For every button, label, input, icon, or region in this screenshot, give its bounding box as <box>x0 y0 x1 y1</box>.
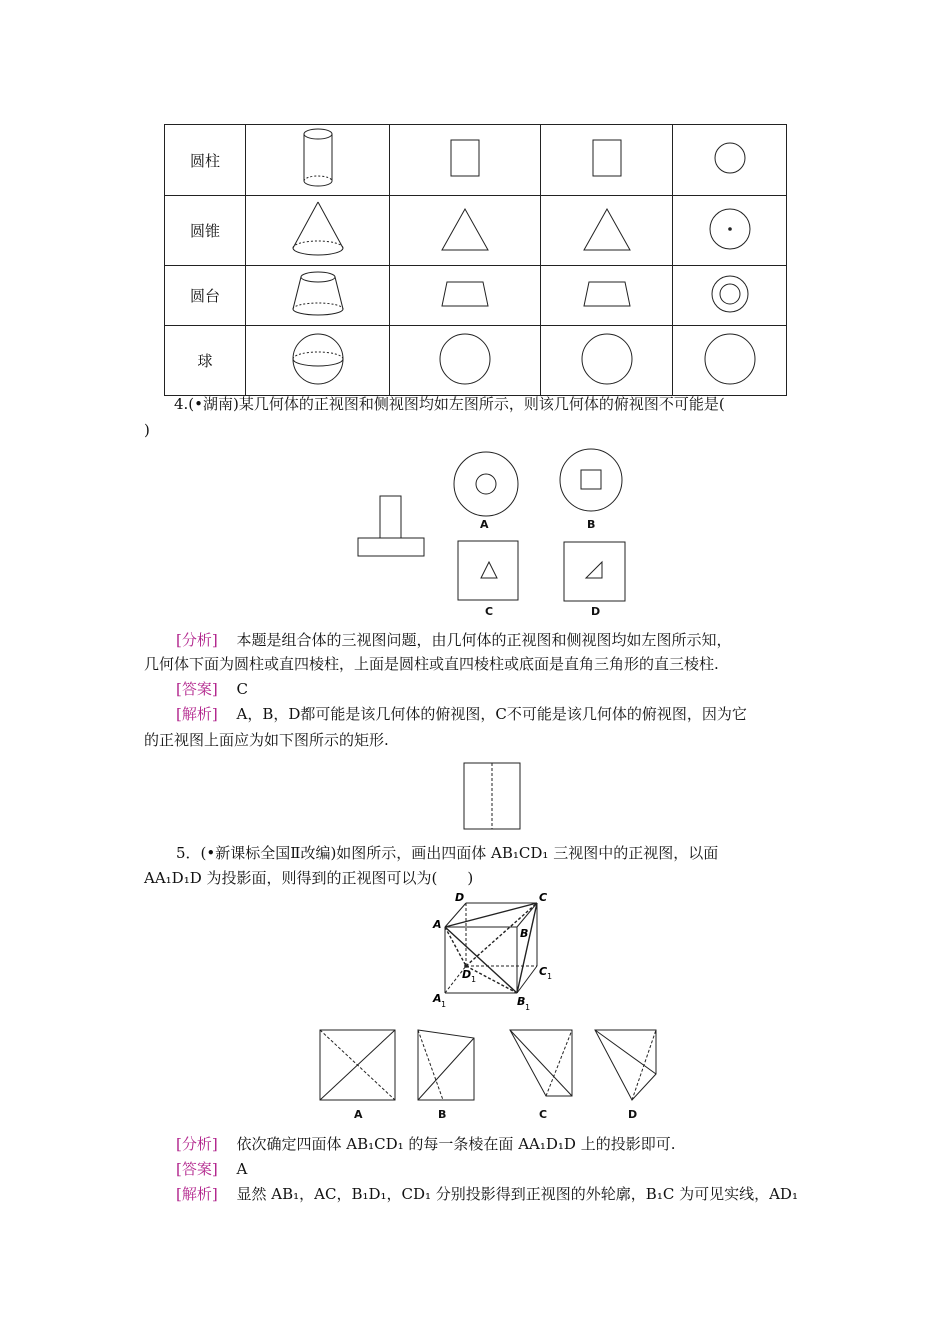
side-view-cell <box>541 266 673 326</box>
shape-name: 圆台 <box>189 287 220 305</box>
q5-option-c-figure <box>510 1030 572 1096</box>
q4-option-b-figure <box>560 449 622 511</box>
q5-option-b-label: B <box>438 1108 447 1121</box>
explain-tag: [解析] <box>176 705 218 723</box>
top-view-cell <box>673 266 787 326</box>
shape-name: 球 <box>197 352 213 370</box>
q5-explain-line <box>176 1183 798 1205</box>
shape-name-cell <box>165 125 246 196</box>
top-view-cell <box>673 125 787 196</box>
label-c1-sub: 1 <box>547 972 553 981</box>
q5-options-figure <box>310 1022 670 1104</box>
table-row <box>165 326 787 396</box>
circle-view <box>710 138 750 178</box>
q5-option-d-label: D <box>628 1108 638 1121</box>
q4-option-a-figure <box>454 452 518 516</box>
q5-answer-line <box>176 1158 247 1180</box>
q4-rectangle-figure <box>460 760 524 832</box>
shape-name: 圆锥 <box>189 222 220 240</box>
circle-view <box>700 329 760 389</box>
q4-option-a-label: A <box>480 518 489 531</box>
cylinder-figure <box>288 125 348 191</box>
analysis-text: 依次确定四面体 AB₁CD₁ 的每一条棱在面 AA₁D₁D 上的投影即可. <box>236 1135 676 1153</box>
rectangle-view <box>587 136 627 180</box>
table-row <box>165 196 787 266</box>
analysis-text: 本题是组合体的三视图问题，由几何体的正视图和侧视图均如左图所示知， <box>236 631 732 649</box>
q5-option-b-figure <box>418 1030 474 1100</box>
analysis-tag: [分析] <box>176 631 218 649</box>
q4-option-d-figure <box>564 542 625 601</box>
label-c1: C <box>539 965 548 978</box>
front-view-cell <box>390 125 541 196</box>
circle-view <box>435 329 495 389</box>
tetrahedron-edges <box>445 903 537 993</box>
triangle-view <box>577 204 637 254</box>
q4-option-b-label: B <box>587 518 596 531</box>
table-row <box>165 266 787 326</box>
q5-analysis-line <box>176 1133 675 1155</box>
label-c: C <box>539 891 548 904</box>
three-views-table <box>164 124 787 396</box>
q4-analysis-line-1 <box>176 629 732 651</box>
analysis-tag: [分析] <box>176 1135 218 1153</box>
q5-option-c-label: C <box>539 1108 548 1121</box>
explain-tag: [解析] <box>176 1185 218 1203</box>
q4-explain-line-2: 的正视图上面应为如下图所示的矩形. <box>144 731 389 749</box>
q4-figure <box>350 445 640 625</box>
cone-figure <box>283 198 353 260</box>
frustum-figure <box>283 267 353 321</box>
q5-cube-figure <box>420 890 570 1020</box>
answer-value: A <box>236 1160 248 1178</box>
q4-analysis-line-2: 几何体下面为圆柱或直四棱柱，上面是圆柱或直四棱柱或底面是直角三角形的直三棱柱. <box>144 655 719 673</box>
side-view-cell <box>541 196 673 266</box>
q5-line-1: 5．(•新课标全国Ⅱ改编)如图所示，画出四面体 AB₁CD₁ 三视图中的正视图，以面 <box>176 844 719 862</box>
shape-name: 圆柱 <box>189 151 220 170</box>
front-view-cell <box>390 196 541 266</box>
q4-option-d-label: D <box>591 605 601 618</box>
q5-option-d-figure <box>595 1030 656 1100</box>
shape-name-cell <box>165 326 246 396</box>
q4-option-c-figure <box>458 541 518 600</box>
side-view-cell <box>541 326 673 396</box>
circle-view <box>577 329 637 389</box>
front-view-cell <box>390 266 541 326</box>
cube-edges <box>445 903 537 993</box>
sphere-figure <box>288 329 348 389</box>
answer-value: C <box>236 680 248 698</box>
shape-name-cell <box>165 196 246 266</box>
q4-line-1: 4.(•湖南)某几何体的正视图和侧视图均如左图所示，则该几何体的俯视图不可能是( <box>174 395 725 413</box>
q4-answer-line <box>176 678 248 700</box>
q4-front-view <box>358 496 424 556</box>
side-view-cell <box>541 125 673 196</box>
circle-center-view <box>705 204 755 254</box>
label-a: A <box>433 918 442 931</box>
answer-tag: [答案] <box>176 680 218 698</box>
concentric-circles-view <box>708 272 752 316</box>
rectangle-view <box>445 136 485 180</box>
top-view-cell <box>673 326 787 396</box>
solid-cylinder-cell <box>246 125 390 196</box>
q5-option-a-figure <box>320 1030 395 1100</box>
q5-option-a-label: A <box>354 1108 363 1121</box>
label-d1: D <box>462 968 472 981</box>
label-a1: A <box>433 992 442 1005</box>
top-view-cell <box>673 196 787 266</box>
label-b1-sub: 1 <box>525 1003 531 1012</box>
triangle-view <box>435 204 495 254</box>
q4-option-c-label: C <box>485 605 494 618</box>
trapezoid-view <box>577 276 637 312</box>
shape-name-cell <box>165 266 246 326</box>
label-b: B <box>520 927 529 940</box>
answer-tag: [答案] <box>176 1160 218 1178</box>
trapezoid-view <box>435 276 495 312</box>
table-row <box>165 125 787 196</box>
label-b1: B <box>517 995 526 1008</box>
q4-line-2: ) <box>144 421 150 439</box>
explain-text: 显然 AB₁，AC，B₁D₁，CD₁ 分别投影得到正视图的外轮廓，B₁C 为可见实线，AD₁ <box>236 1185 798 1203</box>
label-a1-sub: 1 <box>441 1000 447 1009</box>
solid-cone-cell <box>246 196 390 266</box>
q5-line-2: AA₁D₁D 为投影面，则得到的正视图可以为( ) <box>144 869 474 887</box>
solid-frustum-cell <box>246 266 390 326</box>
label-d: D <box>455 891 465 904</box>
solid-sphere-cell <box>246 326 390 396</box>
label-d1-sub: 1 <box>471 975 477 984</box>
front-view-cell <box>390 326 541 396</box>
explain-text: A，B，D都可能是该几何体的俯视图，C不可能是该几何体的俯视图，因为它 <box>236 705 747 723</box>
q4-explain-line-1 <box>176 703 747 725</box>
